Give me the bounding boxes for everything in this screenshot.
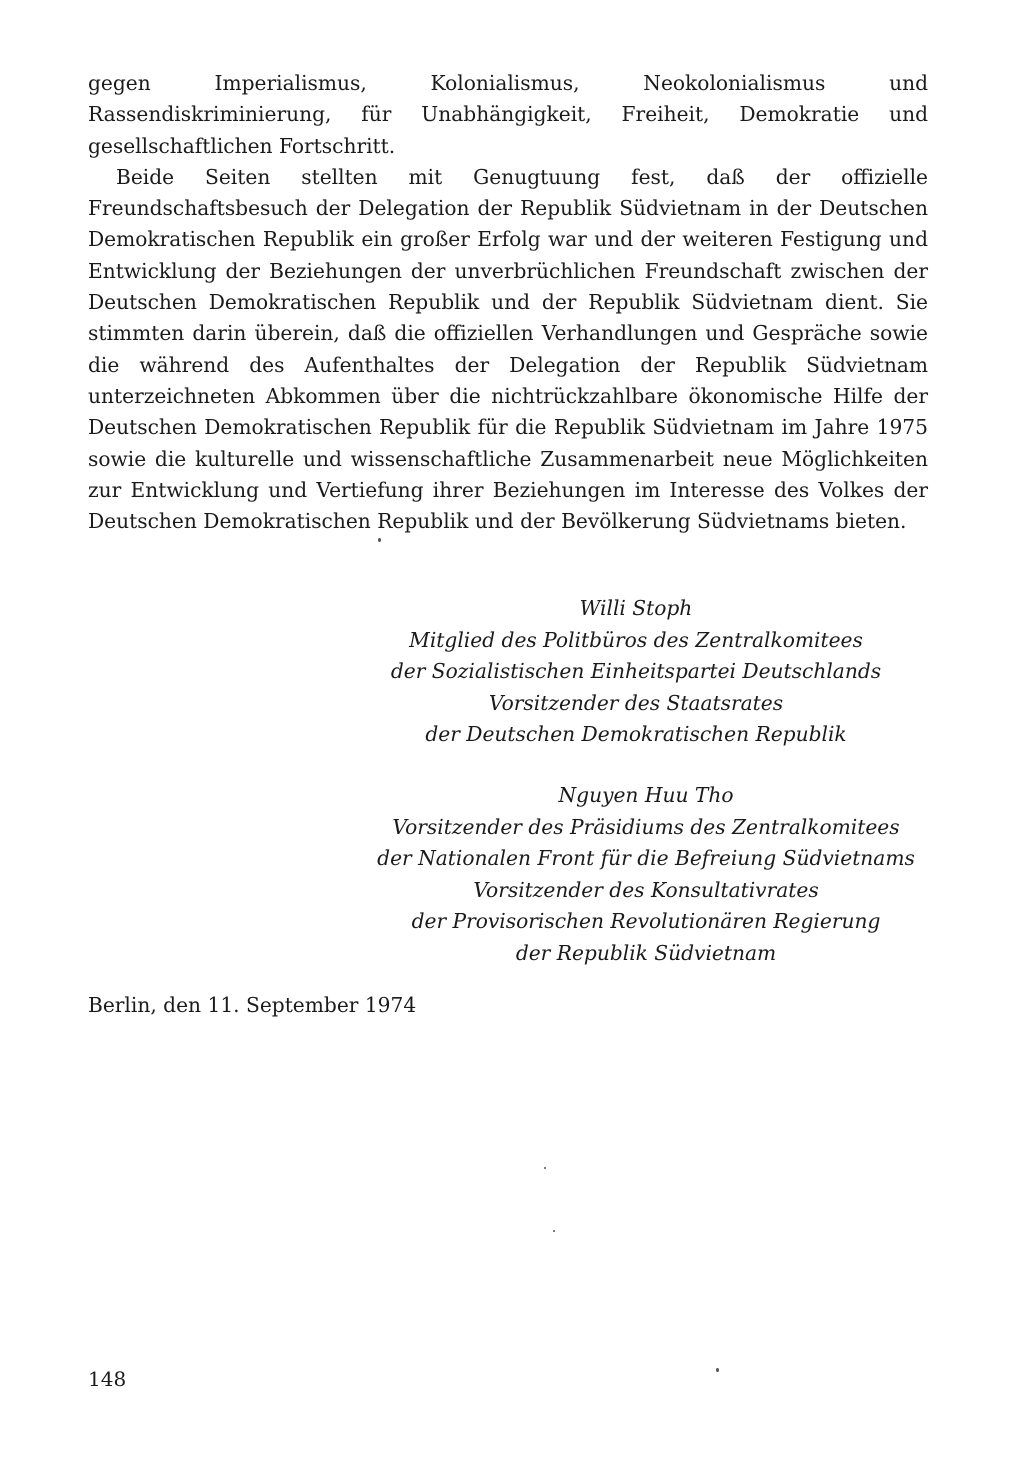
signatory-title-line: Vorsitzender des Konsultativrates bbox=[473, 877, 819, 902]
scan-speck bbox=[716, 1368, 719, 1372]
signatory-title-line: der Nationalen Front für die Befreiung Südvietnams bbox=[377, 846, 915, 870]
signatory-name: Nguyen Huu Tho bbox=[558, 783, 734, 807]
scan-speck bbox=[553, 1230, 555, 1232]
scan-speck bbox=[544, 1167, 546, 1169]
paragraph-joint-statement: Beide Seiten stellten mit Genugtuung fest, daß der offizielle Freundschaftsbesuch der Delegation der Republik Südvietnam in der Deutschen Demokratischen Republik ein großer Erfolg war und der weiteren Festigung und Entwicklung der Beziehungen der unverbrüchlichen Freundschaft zwischen der Deutschen Demokratischen Republik und der Republik Südvietnam dient. Sie stimmten darin überein, daß die offiziellen Verhandlungen und Gespräche sowie die während des Aufenthaltes der Delegation der Republik Südvietnam unterzeichneten Abkommen über die nichtrückzahlbare ökonomische Hilfe der Deutschen Demokratischen Republik für die Republik Südvietnam im Jahre 1975 sowie die kulturelle und wissenschaftliche Zusammenarbeit neue Möglichkeiten zur Entwicklung und Vertiefung ihrer Beziehungen im Interesse des Volkes der Deutschen Demokratischen Republik und der Bevölkerung Südvietnams bieten. bbox=[88, 164, 928, 534]
signatory-title-line: der Deutschen Demokratischen Republik bbox=[425, 722, 847, 746]
signatory-title-line: Vorsitzender des Staatsrates bbox=[488, 690, 784, 715]
place-and-date: Berlin, den 11. September 1974 bbox=[88, 993, 417, 1017]
signatory-name: Willi Stoph bbox=[579, 596, 693, 620]
body-text bbox=[88, 68, 928, 537]
page-number: 148 bbox=[88, 1367, 127, 1391]
signatory-title-line: der Sozialistischen Einheitspartei Deutschlands bbox=[390, 659, 882, 683]
signatory-title-line: der Provisorischen Revolutionären Regierung bbox=[411, 909, 881, 933]
signatory-title-line: Vorsitzender des Präsidiums des Zentralkomitees bbox=[392, 814, 900, 839]
signatory-title-line: der Republik Südvietnam bbox=[515, 940, 777, 965]
paragraph-continued: gegen Imperialismus, Kolonialismus, Neokolonialismus und Rassendiskriminierung, für Unabhängigkeit, Freiheit, Demokratie und gesellschaftlichen Fortschritt. bbox=[88, 71, 928, 158]
signature-block-willi-stoph bbox=[336, 593, 936, 751]
signature-block-nguyen-huu-tho bbox=[346, 780, 946, 969]
signatory-title-line: Mitglied des Politbüros des Zentralkomitees bbox=[409, 627, 863, 652]
scan-speck bbox=[378, 538, 381, 542]
